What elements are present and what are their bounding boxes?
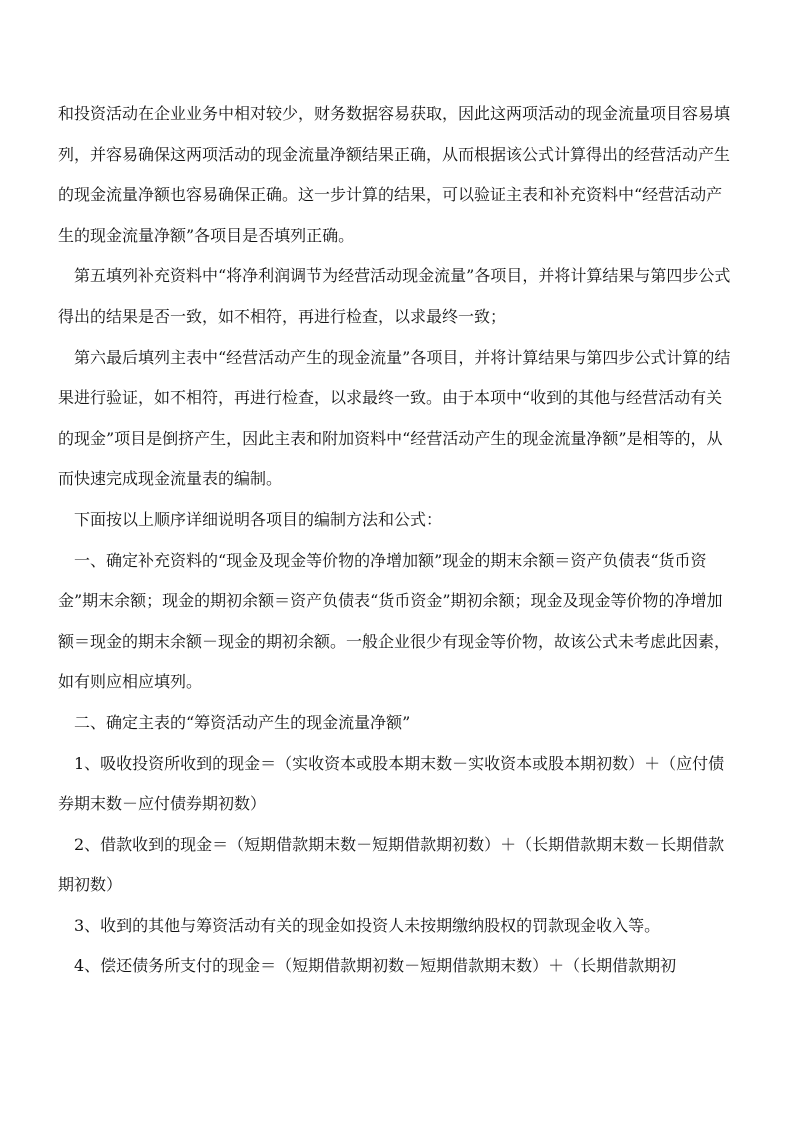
paragraph-item-1: 1、吸收投资所收到的现金＝（实收资本或股本期末数－实收资本或股本期初数）＋（应付债券期末数－应付债券期初数） bbox=[58, 753, 725, 814]
paragraph-section-two-heading: 二、确定主表的“筹资活动产生的现金流量净额” bbox=[58, 712, 411, 732]
paragraph-step-six: 第六最后填列主表中“经营活动产生的现金流量”各项目，并将计算结果与第四步公式计算的结果进行验证，如不相符，再进行检查，以求最终一致。由于本项中“收到的其他与经营活动有关的现金”项目是倒挤产生，因此主表和附加资料中“经营活动产生的现金流量净额”是相等的，从而快速完成现金流量表的编制。 bbox=[58, 347, 731, 489]
paragraph-item-3: 3、收到的其他与筹资活动有关的现金如投资人未按期缴纳股权的罚款现金收入等。 bbox=[58, 915, 661, 935]
paragraph-item-2: 2、借款收到的现金＝（短期借款期末数－短期借款期初数）＋（长期借款期末数－长期借款期初数） bbox=[58, 834, 725, 895]
document-body bbox=[58, 94, 738, 987]
paragraph-item-4: 4、偿还债务所支付的现金＝（短期借款期初数－短期借款期末数）＋（长期借款期初 bbox=[58, 956, 677, 976]
paragraph-activities-note: 和投资活动在企业业务中相对较少，财务数据容易获取，因此这两项活动的现金流量项目容易填列，并容易确保这两项活动的现金流量净额结果正确，从而根据该公式计算得出的经营活动产生的现金流量净额也容易确保正确。这一步计算的结果，可以验证主表和补充资料中“经营活动产生的现金流量净额”各项目是否填列正确。 bbox=[58, 104, 731, 245]
paragraph-intro-methods: 下面按以上顺序详细说明各项目的编制方法和公式： bbox=[58, 509, 443, 529]
paragraph-step-five: 第五填列补充资料中“将净利润调节为经营活动现金流量”各项目，并将计算结果与第四步公式得出的结果是否一致，如不相符，再进行检查，以求最终一致； bbox=[58, 266, 731, 326]
paragraph-section-one: 一、确定补充资料的“现金及现金等价物的净增加额”现金的期末余额＝资产负债表“货币资金”期末余额；现金的期初余额＝资产负债表“货币资金”期初余额；现金及现金等价物的净增加额＝现金的期末余额－现金的期初余额。一般企业很少有现金等价物，故该公式未考虑此因素，如有则应相应填列。 bbox=[58, 550, 731, 692]
